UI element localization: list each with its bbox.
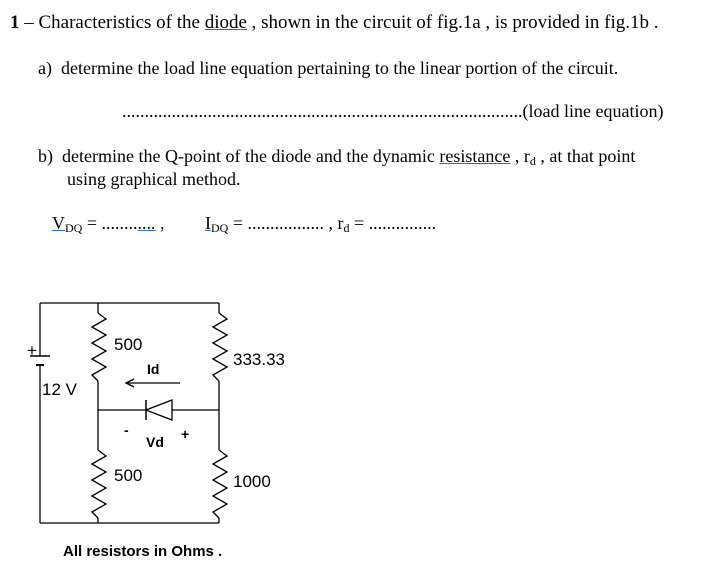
part-b-label: b) xyxy=(38,146,53,166)
voltage-minus-sign: - xyxy=(124,422,129,438)
current-label: Id xyxy=(147,361,160,377)
question-number: 1 xyxy=(10,12,20,33)
resistor-top-right xyxy=(213,313,227,381)
voltage-label: Vd xyxy=(146,434,164,450)
units-note: All resistors in Ohms . xyxy=(63,543,223,560)
resistor-top-left-label: 500 xyxy=(114,335,143,354)
question-heading: 1 – Characteristics of the diode , shown in the circuit of fig.1a , is provided in fig.1b . xyxy=(10,12,659,33)
diode-word: diode xyxy=(204,12,247,33)
resistor-top-right-label: 333.33 xyxy=(233,350,285,369)
part-a-answer-line: .........................................................................................(load line equation) xyxy=(122,101,664,121)
part-b-line2: using graphical method. xyxy=(67,169,241,189)
answer-blanks: $V_{DQ}$ = ............ , $I_{DQ}$ = ................. , $r_d$ = ............... xyxy=(52,213,437,235)
source-voltage-label: 12 V xyxy=(42,380,77,399)
resistor-bottom-left xyxy=(92,450,106,518)
resistor-bottom-right xyxy=(213,450,227,518)
rd-label: $r_d$ xyxy=(337,213,350,235)
part-a-label: a) xyxy=(38,58,52,78)
resistor-top-left xyxy=(92,313,106,381)
diode-triangle xyxy=(146,400,172,420)
voltage-plus-sign: + xyxy=(181,426,190,442)
part-a-text: determine the load line equation pertaining to the linear portion of the circuit. xyxy=(60,58,619,78)
part-b: b) determine the Q-point of the diode and the dynamic resistance , $r_d$ , at that point xyxy=(38,146,636,168)
idq-label: $I_{DQ}$ xyxy=(205,213,229,235)
battery-plus-sign: + xyxy=(27,341,37,360)
resistance-word: resistance xyxy=(439,146,511,166)
resistor-bottom-right-label: 1000 xyxy=(233,472,271,491)
resistor-bottom-left-label: 500 xyxy=(114,466,143,485)
vdq-label: $V_{DQ}$ xyxy=(52,213,83,235)
